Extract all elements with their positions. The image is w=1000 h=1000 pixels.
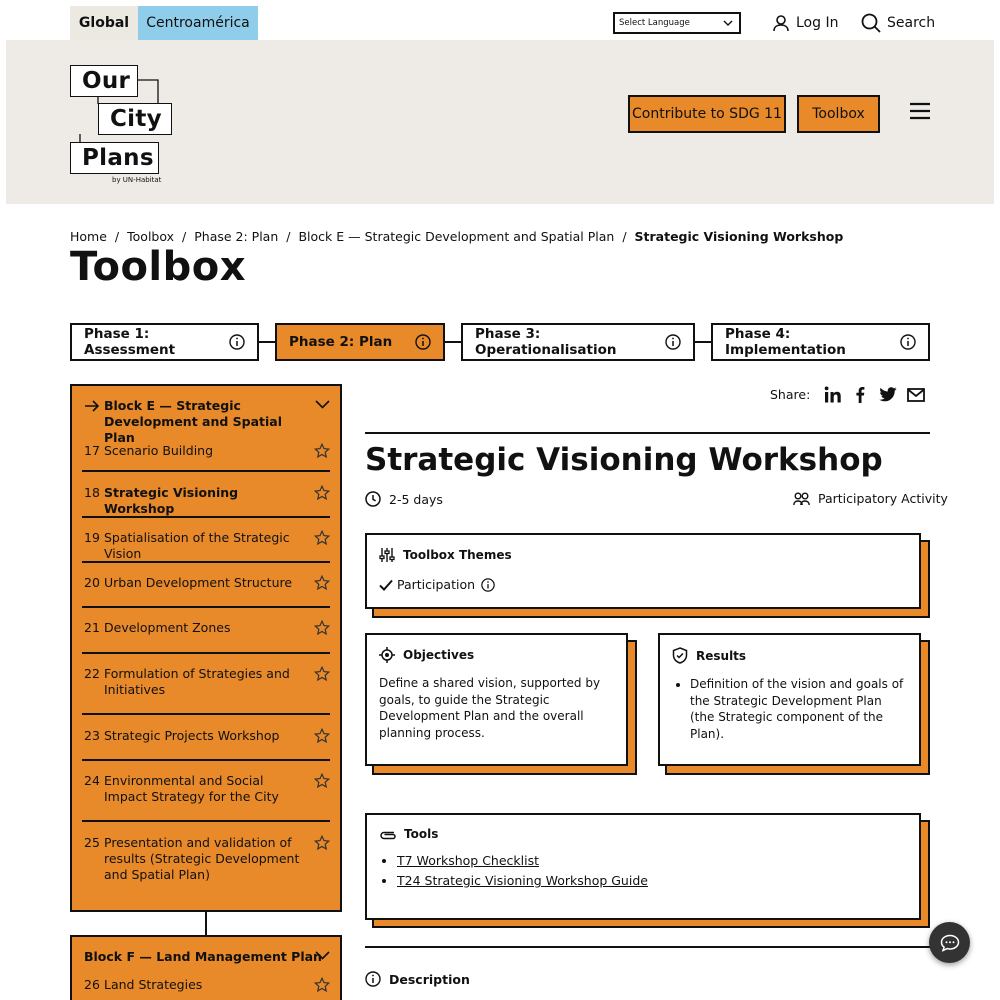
breadcrumb-toolbox[interactable]: Toolbox [127, 229, 175, 244]
tab-centroamerica[interactable]: Centroamérica [138, 6, 258, 40]
facebook-icon[interactable] [852, 386, 869, 403]
phase-connector [258, 341, 276, 343]
star-icon[interactable] [314, 773, 330, 789]
description-heading[interactable] [365, 971, 470, 987]
share-row [770, 386, 925, 403]
sidebar-item-current[interactable] [84, 485, 330, 517]
sidebar-divider [82, 759, 330, 761]
share-label: Share: [770, 387, 811, 402]
clock-icon [365, 491, 381, 507]
tool-link[interactable]: T24 Strategic Visioning Workshop Guide [397, 873, 648, 888]
phase-label: Phase 1: Assessment [84, 326, 176, 358]
sidebar-item-number: 20 [84, 575, 100, 590]
sidebar-item-label: Environmental and Social Impact Strategy for the City [104, 773, 279, 804]
sidebar-item[interactable] [84, 773, 330, 805]
objectives-card [365, 633, 628, 766]
phase-label: Phase 2: Plan [289, 334, 393, 350]
chat-icon [940, 934, 960, 952]
logo-word-city: City [98, 103, 172, 135]
phase-tab-3[interactable] [461, 323, 695, 361]
theme-item [379, 577, 907, 594]
sidebar-item[interactable] [84, 620, 330, 636]
user-icon [772, 14, 790, 32]
login-label: Log In [796, 15, 839, 31]
breadcrumb: Home / Toolbox / Phase 2: Plan / Block E — Strategic Development and Spatial Plan / Strategic Visioning Workshop [70, 229, 844, 244]
sidebar-item-label: Scenario Building [104, 443, 214, 458]
results-card [658, 633, 921, 766]
sidebar-block-e [70, 384, 342, 912]
info-icon[interactable] [665, 334, 681, 350]
sidebar-item-number: 18 [84, 485, 100, 500]
sidebar-item-label: Urban Development Structure [104, 575, 293, 590]
info-icon[interactable] [900, 334, 916, 350]
twitter-icon[interactable] [879, 387, 897, 402]
phase-tab-2[interactable] [275, 323, 445, 361]
info-icon [365, 971, 381, 987]
sidebar-item-number: 25 [84, 835, 100, 850]
sidebar-block-header[interactable] [84, 398, 330, 446]
results-item: • Definition of the vision and goals of the Strategic Development Plan (the Strategic component of the Plan). [690, 676, 907, 742]
objectives-text: Define a shared vision, supported by goals, to guide the Strategic Development Plan and the overall planning process. [379, 676, 601, 740]
toolbox-button[interactable]: Toolbox [797, 95, 880, 133]
logo-word-plans: Plans [70, 142, 159, 174]
shield-check-icon [672, 647, 688, 664]
sidebar-item-label: Development Zones [104, 620, 231, 635]
star-icon[interactable] [314, 485, 330, 501]
content-divider [365, 946, 930, 948]
language-select-label: Select Language [619, 18, 690, 28]
sidebar-divider [82, 820, 330, 822]
sidebar-divider [82, 470, 330, 472]
phase-label: Phase 3: Operationalisation [475, 326, 617, 358]
sidebar-item-label: Strategic Projects Workshop [104, 728, 280, 743]
sidebar-block-title: Block F — Land Management Plan [84, 949, 322, 964]
sidebar-item-number: 21 [84, 620, 100, 635]
sidebar-block-f [70, 935, 342, 1000]
search-icon [861, 13, 881, 33]
activity-type-label: Participatory Activity [818, 491, 948, 506]
check-icon [379, 579, 393, 591]
language-select[interactable] [613, 12, 741, 34]
sidebar-connector [205, 912, 207, 936]
target-icon [379, 647, 395, 663]
objectives-heading [379, 647, 614, 663]
tools-heading [379, 827, 907, 841]
results-heading [672, 647, 907, 664]
breadcrumb-home[interactable]: Home [70, 229, 107, 244]
tools-heading-text: Tools [404, 827, 439, 841]
sidebar-item-label: Land Strategies [104, 977, 203, 992]
star-icon[interactable] [314, 666, 330, 682]
breadcrumb-block[interactable]: Block E — Strategic Development and Spatial Plan [298, 229, 615, 244]
logo-byline: by UN-Habitat [112, 176, 162, 184]
sidebar-item-number: 26 [84, 977, 100, 992]
hamburger-menu-icon[interactable] [909, 102, 931, 120]
sidebar-item[interactable] [84, 835, 330, 883]
objectives-heading-text: Objectives [403, 648, 475, 662]
sidebar-block-title: Block E — Strategic Development and Spatial Plan [104, 398, 283, 445]
breadcrumb-current: Strategic Visioning Workshop [634, 229, 844, 244]
star-icon[interactable] [314, 443, 330, 459]
chat-button[interactable] [929, 922, 970, 963]
info-icon[interactable] [415, 334, 431, 350]
tools-list [379, 851, 907, 891]
description-heading-text: Description [389, 971, 470, 987]
sidebar-item-number: 23 [84, 728, 100, 743]
contribute-button[interactable]: Contribute to SDG 11 [628, 95, 786, 133]
page-title: Toolbox [70, 244, 247, 290]
star-icon[interactable] [314, 530, 330, 546]
sidebar-item-label: Spatialisation of the Strategic Vision [104, 530, 290, 561]
sidebar-item-number: 19 [84, 530, 100, 545]
themes-heading [379, 547, 907, 563]
sidebar-item-label: Strategic Visioning Workshop [104, 485, 239, 516]
duration [365, 491, 443, 507]
sidebar-item[interactable] [84, 530, 330, 562]
themes-heading-text: Toolbox Themes [403, 548, 512, 562]
site-logo[interactable] [70, 64, 180, 188]
info-icon[interactable] [229, 334, 245, 350]
sidebar-item[interactable] [84, 977, 330, 993]
themes-card [365, 533, 921, 609]
breadcrumb-phase[interactable]: Phase 2: Plan [194, 229, 279, 244]
phase-connector [694, 341, 712, 343]
star-icon[interactable] [314, 835, 330, 851]
email-icon[interactable] [907, 388, 925, 402]
search-label: Search [887, 15, 936, 31]
logo-word-our: Our [70, 65, 138, 97]
tool-link[interactable]: T7 Workshop Checklist [397, 853, 540, 868]
sidebar-block-header[interactable] [84, 949, 330, 965]
sidebar-divider [82, 561, 330, 563]
sidebar-item[interactable] [84, 443, 330, 459]
sidebar-item-number: 17 [84, 443, 100, 458]
star-icon[interactable] [314, 620, 330, 636]
sidebar-item-label: Formulation of Strategies and Initiatives [104, 666, 290, 697]
paperclip-icon [379, 828, 396, 840]
sidebar-item-number: 24 [84, 773, 100, 788]
sidebar-divider [82, 516, 330, 518]
phase-connector [444, 341, 462, 343]
star-icon[interactable] [314, 575, 330, 591]
sidebar-item[interactable] [84, 728, 330, 744]
sidebar-divider [82, 606, 330, 608]
sidebar-divider [82, 652, 330, 654]
duration-label: 2-5 days [389, 491, 443, 507]
chevron-down-icon[interactable] [315, 400, 330, 409]
sidebar-item-label: Presentation and validation of results (Strategic Development and Spatial Plan) [104, 835, 300, 882]
content-divider [365, 432, 930, 434]
sidebar-divider [82, 713, 330, 715]
results-heading-text: Results [696, 648, 747, 663]
sidebar-item[interactable] [84, 575, 330, 591]
tab-global[interactable]: Global [70, 6, 138, 40]
search-link[interactable] [861, 12, 935, 34]
info-icon[interactable] [481, 578, 495, 592]
sidebar-item-number: 22 [84, 666, 100, 681]
arrow-right-icon [84, 398, 104, 446]
sliders-icon [379, 547, 395, 563]
chevron-down-icon[interactable] [315, 951, 330, 960]
results-list [672, 676, 907, 742]
activity-type [793, 491, 948, 506]
chevron-down-icon [723, 20, 733, 26]
theme-label: Participation [397, 577, 476, 592]
star-icon[interactable] [314, 728, 330, 744]
tools-card [365, 813, 921, 920]
phase-label: Phase 4: Implementation [725, 326, 846, 358]
content-title: Strategic Visioning Workshop [365, 442, 883, 478]
people-icon [793, 492, 810, 506]
phase-tab-1[interactable] [70, 323, 259, 361]
phase-tab-4[interactable] [711, 323, 930, 361]
star-icon[interactable] [314, 977, 330, 993]
sidebar-item[interactable] [84, 666, 330, 698]
linkedin-icon[interactable] [824, 386, 842, 403]
login-link[interactable] [772, 12, 838, 34]
